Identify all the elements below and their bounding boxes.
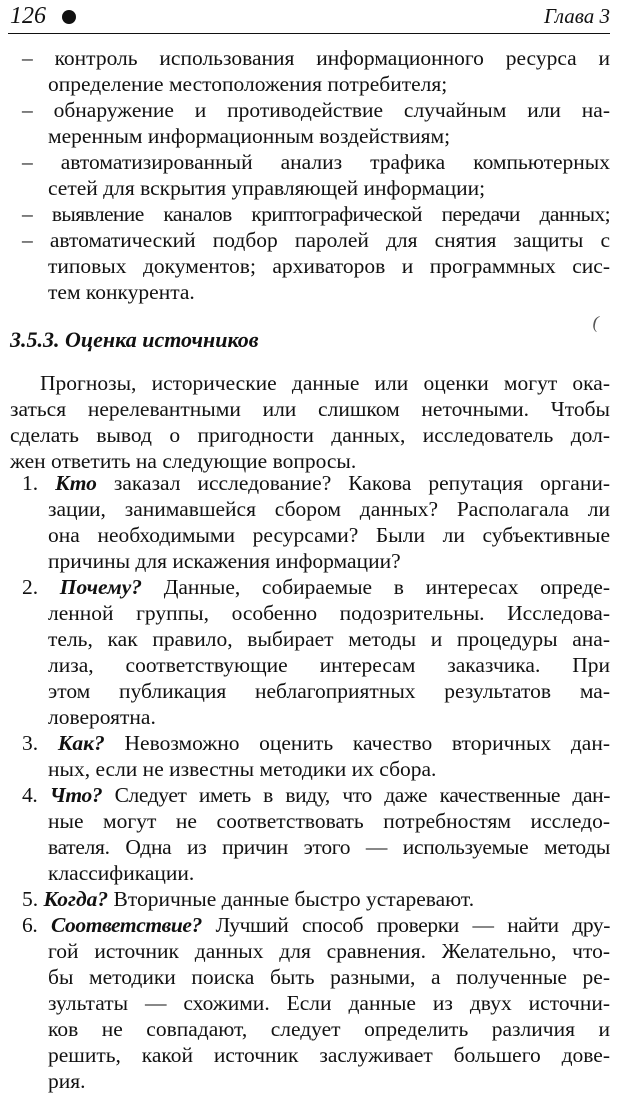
list-item-line: лиза, соответствующие интересам заказчика. При [48,653,610,677]
intro-line: сделать вывод о пригодности данных, исследователь дол- [10,423,610,447]
list-item-line: решить, какой источник заслуживает большего дове- [48,1043,610,1067]
scan-mark: ( [591,311,602,333]
list-item-line: тель, как правило, выбирает методы и процедуры ана- [48,627,610,651]
list-item-line: бы методики поиска быть разными, а полученные ре- [48,965,610,989]
section-heading: 3.5.3. Оценка источников [10,327,259,352]
item-number: 4. [22,783,38,807]
header-rule [8,33,610,34]
item-text: Лучший способ проверки — найти дру- [201,913,611,937]
chapter-title: Глава 3 [544,4,610,28]
dash-list-line: определение местоположения потребителя; [48,72,448,96]
item-text: Данные, собираемые в интересах опреде- [142,575,611,599]
list-item-line: она необходимыми ресурсами? Были ли субъективные [48,523,610,547]
list-item-line: зультаты — схожими. Если данные из двух источни- [48,991,610,1015]
intro-line: жен ответить на следующие вопросы. [10,449,357,473]
intro-line: Прогнозы, исторические данные или оценки могут ока- [40,371,610,395]
dash-list-line: – контроль использования информационного ресурса и [22,46,610,70]
item-number: 1. [22,471,39,495]
list-item-first-line [22,912,610,938]
item-keyword: Что? [49,783,103,807]
list-item-first-line [22,730,610,756]
item-text: заказал исследование? Какова репутация органи- [96,471,610,495]
item-keyword: Кто [55,471,97,495]
list-item-first-line [22,470,610,496]
list-item-line: ловероятна. [48,705,156,729]
dash-list-line: типовых документов; архиваторов и программных сис- [48,254,610,278]
list-item-line: ных, если не известны методики их сбора. [48,757,437,781]
item-text: Невозможно оценить качество вторичных дан- [104,731,610,755]
item-number: 6. [22,913,38,937]
item-keyword: Когда? [43,887,109,911]
list-item-first-line [22,886,474,912]
dash-list-line: тем конкурента. [48,280,195,304]
item-keyword: Почему? [59,575,143,599]
item-number: 2. [22,575,39,599]
item-keyword: Соответствие? [50,913,202,937]
dash-list-line: – автоматический подбор паролей для снятия защиты с [22,228,610,252]
intro-line: заться нерелевантными или слишком неточными. Чтобы [10,397,610,421]
dash-list-line: меренным информационным воздействиям; [48,124,451,148]
dash-list-line: – автоматизированный анализ трафика компьютерных [22,150,610,174]
list-item-line: ленной группы, особенно подозрительны. Исследова- [48,601,610,625]
list-item-line: ков не совпадают, следует определить различия и [48,1017,610,1041]
item-number: 3. [22,731,39,755]
running-header [8,2,610,30]
page-number: 126 [10,3,46,29]
item-text: Следует иметь в виду, что даже качественные дан- [102,783,610,807]
item-number: 5. [22,887,39,911]
item-text: Вторичные данные быстро устаревают. [108,887,475,911]
list-item-line: гой источник данных для сравнения. Желательно, что- [48,939,610,963]
dash-list-line: – обнаружение и противодействие случайным или на- [22,98,610,122]
dash-list-line: – выявление каналов криптографической передачи данных; [22,202,610,226]
list-item-line: рия. [48,1069,86,1093]
list-item-line: этом публикация неблагоприятных результатов ма- [48,679,610,703]
item-keyword: Как? [57,731,105,755]
dash-list-line: сетей для вскрытия управляющей информации; [48,176,486,200]
header-bullet-icon [62,10,76,24]
list-item-first-line [22,574,610,600]
list-item-line: вателя. Одна из причин этого — используемые методы [48,835,610,859]
list-item-line: классификации. [48,861,195,885]
list-item-line: причины для искажения информации? [48,549,401,573]
list-item-line: зации, занимавшейся сбором данных? Располагала ли [48,497,610,521]
list-item-first-line [22,782,610,808]
list-item-line: ные могут не соответствовать потребностям исследо- [48,809,610,833]
